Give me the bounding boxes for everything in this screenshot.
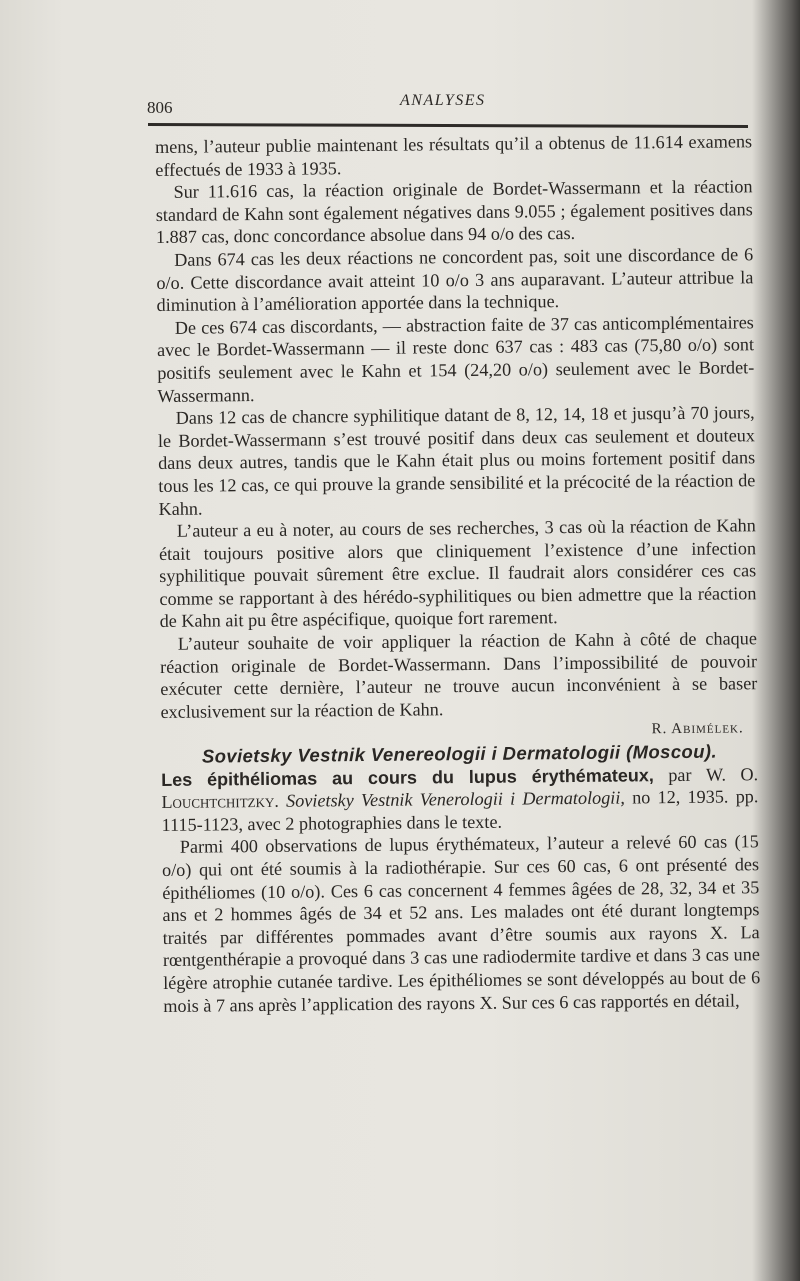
paragraph-2: Sur 11.616 cas, la réaction originale de Bordet-Wassermann et la réaction standard de Kahn sont également négatives dans 9.055 ; également positives dans 1.887 cas, donc concordance absolue dans 94 o/o des cas. xyxy=(155,176,753,248)
article-author: W. O. Louchtchitzky. xyxy=(161,763,759,813)
header-rule xyxy=(148,123,748,128)
page-header xyxy=(145,92,750,122)
article-paragraph: Parmi 400 observations de lupus érythémateux, l’auteur a relevé 60 cas (15 o/o) qui ont été soumis à la radiothérapie. Sur ces 60 cas, 6 ont présenté des épithéliomes (10 o/o). Ces 6 cas concernent 4 femmes âgées de 28, 32, 34 et 35 ans et 2 hommes âgés de 34 et 52 ans. Les malades ont été durant longtemps traités par différentes pommades avant d’être soumis aux rayons X. La rœntgenthérapie a provoqué dans 3 cas une radiodermite tardive et dans 3 cas une légère atrophie cutanée tardive. Les épithéliomes se sont développés au bout de 6 mois à 7 ans après l’application des rayons X. Sur ces 6 cas rapportés en détail, xyxy=(161,831,761,1016)
paragraph-3: Dans 674 cas les deux réactions ne concordent pas, soit une discordance de 6 o/o. Cette discordance avait atteint 10 o/o 3 ans auparavant. L’auteur attribue la diminution à l’amélioration apportée dans la technique. xyxy=(156,244,754,316)
journal-section-title: Sovietsky Vestnik Venereologii i Dermatologii (Moscou). xyxy=(201,740,718,767)
running-head: ANALYSES xyxy=(400,92,486,109)
paragraph-7: L’auteur souhaite de voir appliquer la réaction de Kahn à côté de chaque réaction originale de Bordet-Wassermann. Dans l’impossibilité de pouvoir exécuter cette dernière, l’auteur ne trouve aucun inconvénient à se baser exclusivement sur la réaction de Kahn. xyxy=(159,628,758,722)
author-signature: R. Abimélek. xyxy=(651,720,744,738)
paragraph-5: Dans 12 cas de chancre syphilitique datant de 8, 12, 14, 18 et jusqu’à 70 jours, le Bordet-Wassermann s’est trouvé positif dans deux cas seulement et douteux dans deux autres, tandis que le Kahn était plus ou moins fortement positif dans tous les 12 cas, ce qui prouve la grande sensibilité et la précocité de la réaction de Kahn. xyxy=(157,402,756,519)
article-by: par xyxy=(653,764,707,785)
page-number: 806 xyxy=(147,98,173,117)
page-body xyxy=(155,130,760,1017)
article-title: Les épithéliomas au cours du lupus érythémateux, xyxy=(161,764,654,790)
paragraph-6: L’auteur a eu à noter, au cours de ses recherches, 3 cas où la réaction de Kahn était toujours positive alors que cliniquement l’existence d’une infection syphilitique pouvait sûrement être exclue. Il faudrait alors considérer ces cas comme se rapportant à des hérédo-syphilitiques ou bien admettre que la réaction de Kahn ait pu être aspécifique, quoique fort rarement. xyxy=(158,515,757,632)
article-citation: no 12, 1935. pp. 1115-1123, avec 2 photographies dans le texte. xyxy=(161,786,759,835)
paragraph-4: De ces 674 cas discordants, — abstraction faite de 37 cas anticomplémentaires avec le Bordet-Wassermann — il reste donc 637 cas : 483 cas (75,80 o/o) sont positifs seulement avec le Kahn et 154 (24,20 o/o) seulement avec le Bordet-Wassermann. xyxy=(156,312,755,406)
article-journal: Sovietsky Vestnik Venerologii i Dermatologii, xyxy=(278,787,626,812)
article-reference xyxy=(161,763,759,837)
paragraph-1: mens, l’auteur publie maintenant les résultats qu’il a obtenus de 11.614 examens effectués de 1933 à 1935. xyxy=(155,131,753,180)
